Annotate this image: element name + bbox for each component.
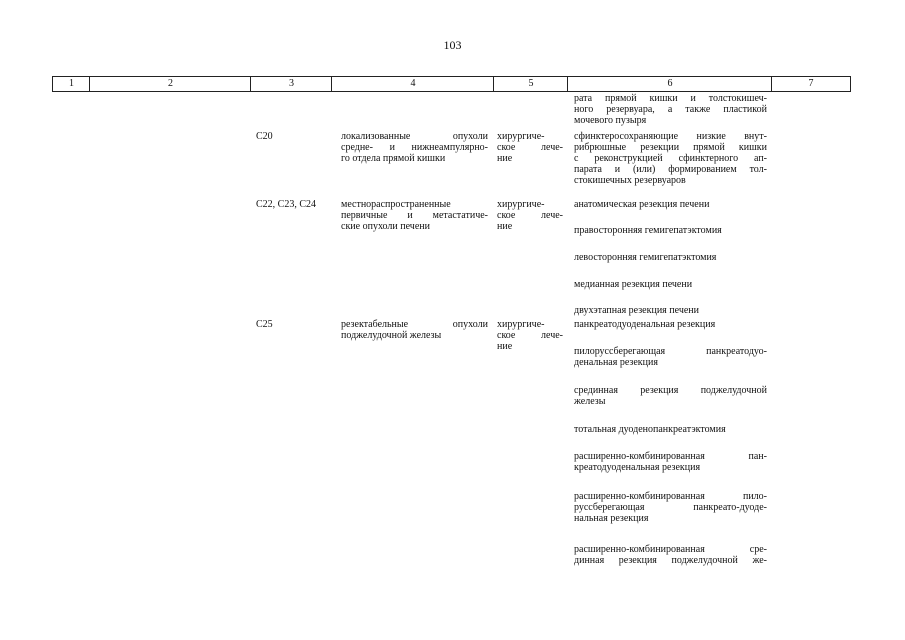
col6-block [574,93,767,126]
text-line: динная резекция поджелудочной же- [574,555,767,567]
col6-block [574,385,767,407]
text-line: C20 [256,131,273,142]
text-line: стокишечных резервуаров [574,175,686,187]
col5-block [497,319,563,352]
text-line: ного резервуара, а также пластикой [574,104,767,116]
text-line: хирургиче- [497,319,545,330]
text-line: пилоруссберегающая панкреатодуо- [574,346,767,357]
text-line: с реконструкцией сфинктерного ап- [574,153,767,165]
col5-block [497,131,563,164]
text-line: го отдела прямой кишки [341,153,446,165]
header-cell-7: 7 [771,77,851,91]
text-line: расширенно-комбинированная пило- [574,491,767,502]
text-line: левосторонняя гемигепатэктомия [574,252,717,263]
page-number: 103 [443,38,462,52]
text-line: ские опухоли печени [341,221,430,233]
header-cell-3: 3 [250,77,332,91]
text-line: тотальная дуоденопанкреатэктомия [574,424,726,435]
text-line: C22, C23, C24 [256,199,317,210]
header-cell-4: 4 [331,77,494,91]
col3-block [256,319,336,330]
text-line: руссберегающая панкреато-дуоде- [574,502,767,514]
col6-block [574,252,767,263]
text-line: хирургиче- [497,131,545,142]
text-line: резектабельные опухоли [341,319,488,330]
header-cell-6: 6 [567,77,772,91]
text-line: расширенно-комбинированная пан- [574,451,767,462]
text-line: железы [574,396,606,408]
col6-block [574,544,767,566]
text-line: медианная резекция печени [574,279,693,290]
text-line: первичные и метастатиче- [341,210,488,222]
text-line: хирургиче- [497,199,545,210]
text-line: денальная резекция [574,357,658,369]
col6-block [574,225,767,236]
text-line: панкреатодуоденальная резекция [574,319,716,330]
text-line: ское лече- [497,330,563,342]
col3-block [256,199,336,210]
col6-block [574,491,767,524]
text-line: ние [497,221,513,233]
header-cell-5: 5 [493,77,568,91]
col4-block [341,131,488,164]
text-line: рибрюшные резекции прямой кишки [574,142,767,154]
text-line: рата прямой кишки и толстокишеч- [574,93,767,104]
text-line: сфинктеросохраняющие низкие внут- [574,131,767,142]
text-line: средне- и нижнеампулярно- [341,142,488,154]
text-line: правосторонняя гемигепатэктомия [574,225,722,236]
col5-block [497,199,563,232]
text-line: двухэтапная резекция печени [574,305,699,316]
text-line: локализованные опухоли [341,131,488,142]
text-line: нальная резекция [574,513,649,525]
header-cell-2: 2 [89,77,251,91]
col6-block [574,319,767,330]
col3-block [256,131,336,142]
text-line: ское лече- [497,210,563,222]
header-cell-1: 1 [52,77,90,91]
text-line: расширенно-комбинированная сре- [574,544,767,555]
text-line: анатомическая резекция печени [574,199,710,210]
text-line: C25 [256,319,273,330]
text-line: срединная резекция поджелудочной [574,385,767,396]
col6-block [574,131,767,186]
text-line: парата и (или) формированием тол- [574,164,767,176]
col6-block [574,424,767,435]
text-line: креатодуоденальная резекция [574,462,701,474]
text-line: ское лече- [497,142,563,154]
text-line: поджелудочной железы [341,330,442,342]
text-line: мочевого пузыря [574,115,647,127]
text-line: ние [497,153,513,165]
col6-block [574,199,767,210]
col4-block [341,199,488,232]
col4-block [341,319,488,341]
col6-block [574,451,767,473]
col6-block [574,279,767,290]
text-line: ние [497,341,513,353]
table-header-row [52,76,851,92]
text-line: местнораспространенные [341,199,451,210]
col6-block [574,305,767,316]
col6-block [574,346,767,368]
